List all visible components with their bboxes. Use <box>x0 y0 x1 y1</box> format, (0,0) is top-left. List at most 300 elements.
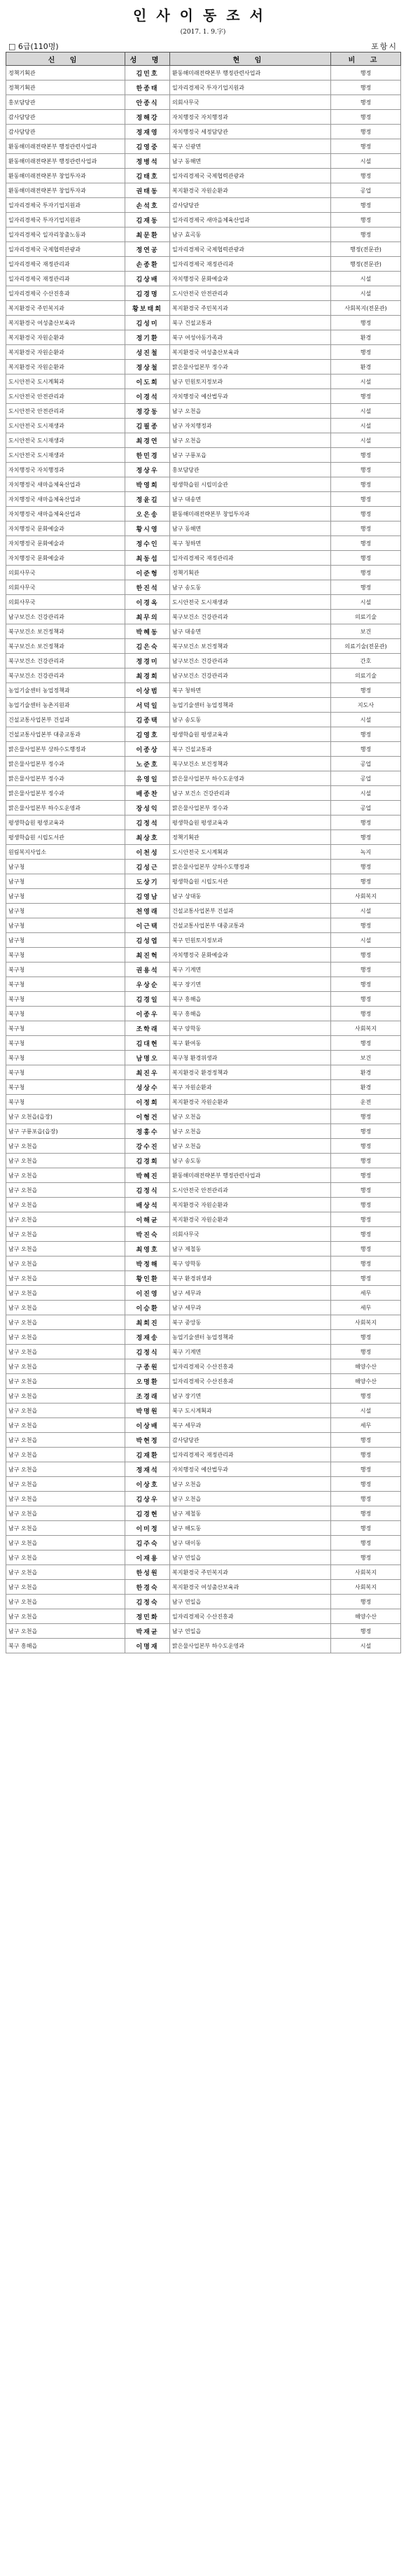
current-post-cell: 복지환경국 주민복지과 <box>170 301 331 316</box>
note-cell: 행정 <box>331 389 401 404</box>
name-cell: 박혜진 <box>125 1168 170 1183</box>
current-post-cell: 북구 청하면 <box>170 536 331 551</box>
current-post-cell: 남구 민원토지정보과 <box>170 374 331 389</box>
table-row <box>6 1374 401 1389</box>
note-cell: 행정 <box>331 551 401 566</box>
new-post-cell: 건설교통사업본부 건설과 <box>6 713 125 727</box>
name-cell: 정강동 <box>125 404 170 419</box>
new-post-cell: 복지환경국 여성출산보육과 <box>6 316 125 330</box>
table-row <box>6 801 401 816</box>
current-post-cell: 일자리경제국 투자기업지원과 <box>170 80 331 95</box>
name-cell: 남명오 <box>125 1051 170 1065</box>
name-cell: 이경석 <box>125 389 170 404</box>
current-post-cell: 자치행정국 예산법무과 <box>170 1462 331 1477</box>
table-row <box>6 1080 401 1095</box>
table-row <box>6 1624 401 1639</box>
table-row <box>6 448 401 463</box>
table-row <box>6 874 401 889</box>
new-post-cell: 복지환경국 자원순환과 <box>6 345 125 360</box>
name-cell: 도상기 <box>125 874 170 889</box>
name-cell: 박정해 <box>125 1256 170 1271</box>
name-cell: 최동섭 <box>125 551 170 566</box>
name-cell: 성진철 <box>125 345 170 360</box>
new-post-cell: 정책기획관 <box>6 80 125 95</box>
table-row <box>6 257 401 272</box>
current-post-cell: 북구 여성아동가족과 <box>170 330 331 345</box>
note-cell: 행정 <box>331 1536 401 1550</box>
new-post-cell: 도시안전국 도시계획과 <box>6 374 125 389</box>
current-post-cell: 남구 오천읍 <box>170 1124 331 1139</box>
name-cell: 김정식 <box>125 1183 170 1198</box>
new-post-cell: 자치행정국 새마을체육산업과 <box>6 507 125 522</box>
note-cell: 행정 <box>331 522 401 536</box>
current-post-cell: 건설교통사업본부 대중교통과 <box>170 918 331 933</box>
table-row <box>6 1330 401 1345</box>
name-cell: 정해강 <box>125 110 170 125</box>
name-cell: 최희진 <box>125 1315 170 1330</box>
note-cell: 해양수산 <box>331 1359 401 1374</box>
note-cell: 시설 <box>331 404 401 419</box>
new-post-cell: 남구 오천읍 <box>6 1345 125 1359</box>
name-cell: 박영희 <box>125 477 170 492</box>
note-cell: 보건 <box>331 1051 401 1065</box>
name-cell: 서덕일 <box>125 698 170 713</box>
note-cell: 공업 <box>331 771 401 786</box>
name-cell: 황인환 <box>125 1271 170 1286</box>
document-title: 인사이동조서 <box>133 7 273 24</box>
current-post-cell: 환동해미래전략본부 행정관련사업과 <box>170 1168 331 1183</box>
current-post-cell: 일자리경제국 재정관리과 <box>170 551 331 566</box>
name-cell: 이경옥 <box>125 595 170 610</box>
new-post-cell: 남구 오천읍 <box>6 1477 125 1492</box>
name-cell: 오은송 <box>125 507 170 522</box>
current-post-cell: 북구 세무과 <box>170 1418 331 1433</box>
current-post-cell: 북구 청하면 <box>170 683 331 698</box>
current-post-cell: 맑은물사업본부 상하수도행정과 <box>170 860 331 874</box>
table-row <box>6 433 401 448</box>
note-cell: 행정 <box>331 139 401 154</box>
name-cell: 장성익 <box>125 801 170 816</box>
note-cell: 행정 <box>331 962 401 977</box>
new-post-cell: 의회사무국 <box>6 580 125 595</box>
column-header-name: 성 명 <box>125 52 170 66</box>
note-cell: 행정 <box>331 1242 401 1256</box>
name-cell: 김영남 <box>125 889 170 904</box>
note-cell: 행정 <box>331 1550 401 1565</box>
table-row <box>6 595 401 610</box>
new-post-cell: 남구 오천읍 <box>6 1256 125 1271</box>
new-post-cell: 도시안전국 도시재생과 <box>6 448 125 463</box>
current-post-cell: 북구 기계면 <box>170 962 331 977</box>
note-cell: 사회복지 <box>331 1580 401 1595</box>
current-post-cell: 북구보건소 보건정책과 <box>170 757 331 771</box>
current-post-cell: 남구보건소 건강관리과 <box>170 668 331 683</box>
note-cell: 환경 <box>331 1080 401 1095</box>
note-cell: 사회복지 <box>331 1021 401 1036</box>
note-cell: 사회복지 <box>331 889 401 904</box>
name-cell: 손종환 <box>125 257 170 272</box>
current-post-cell: 남구 대송면 <box>170 624 331 639</box>
name-cell: 정병석 <box>125 154 170 169</box>
name-cell: 손석호 <box>125 198 170 213</box>
name-cell: 이재용 <box>125 1550 170 1565</box>
note-cell: 행정 <box>331 860 401 874</box>
table-row <box>6 286 401 301</box>
table-row <box>6 742 401 757</box>
name-cell: 한종태 <box>125 80 170 95</box>
table-row <box>6 1183 401 1198</box>
name-cell: 이명재 <box>125 1639 170 1653</box>
table-row <box>6 580 401 595</box>
table-row <box>6 654 401 668</box>
new-post-cell: 정책기획관 <box>6 66 125 80</box>
name-cell: 이해균 <box>125 1212 170 1227</box>
table-row <box>6 977 401 992</box>
current-post-cell: 북구 자원순환과 <box>170 1080 331 1095</box>
current-post-cell: 맑은물사업본부 하수도운영과 <box>170 1639 331 1653</box>
current-post-cell: 복지환경국 자원순환과 <box>170 1212 331 1227</box>
note-cell: 행정 <box>331 213 401 227</box>
table-row <box>6 1448 401 1462</box>
table-row <box>6 860 401 874</box>
new-post-cell: 남구 오천읍 <box>6 1609 125 1624</box>
note-cell: 행정 <box>331 1139 401 1154</box>
name-cell: 정기환 <box>125 330 170 345</box>
note-cell: 시설 <box>331 272 401 286</box>
new-post-cell: 남구청 <box>6 904 125 918</box>
grade-label: □ 6급(110명) <box>8 42 59 51</box>
new-post-cell: 도시안전국 안전관리과 <box>6 404 125 419</box>
note-cell: 행정 <box>331 1198 401 1212</box>
new-post-cell: 환동해미래전략본부 행정관련사업과 <box>6 139 125 154</box>
new-post-cell: 농업기술센터 농촌지원과 <box>6 698 125 713</box>
current-post-cell: 남구 오천읍 <box>170 404 331 419</box>
table-row <box>6 477 401 492</box>
table-row <box>6 1124 401 1139</box>
current-post-cell: 도시안전국 도시재생과 <box>170 595 331 610</box>
name-cell: 김상우 <box>125 1492 170 1506</box>
current-post-cell: 북구 민원토지정보과 <box>170 933 331 948</box>
name-cell: 최영호 <box>125 1242 170 1256</box>
current-post-cell: 남구 동해면 <box>170 154 331 169</box>
name-cell: 이도희 <box>125 374 170 389</box>
new-post-cell: 남구 오천읍 <box>6 1433 125 1448</box>
note-cell: 보건 <box>331 624 401 639</box>
current-post-cell: 북구 장기면 <box>170 977 331 992</box>
table-row <box>6 1359 401 1374</box>
name-cell: 권태동 <box>125 183 170 198</box>
note-cell: 공업 <box>331 183 401 198</box>
note-cell: 시설 <box>331 713 401 727</box>
new-post-cell: 남구 오천읍 <box>6 1550 125 1565</box>
new-post-cell: 건설교통사업본부 대중교통과 <box>6 727 125 742</box>
new-post-cell: 남구청 <box>6 933 125 948</box>
name-cell: 이근택 <box>125 918 170 933</box>
new-post-cell: 자치행정국 새마을체육산업과 <box>6 492 125 507</box>
table-row <box>6 757 401 771</box>
new-post-cell: 홍보담당관 <box>6 95 125 110</box>
new-post-cell: 남구 오천읍 <box>6 1301 125 1315</box>
table-row <box>6 154 401 169</box>
current-post-cell: 일자리경제국 재정관리과 <box>170 257 331 272</box>
current-post-cell: 복지환경국 주민복지과 <box>170 1565 331 1580</box>
note-cell: 행정 <box>331 1168 401 1183</box>
name-cell: 박명원 <box>125 1404 170 1418</box>
name-cell: 강수진 <box>125 1139 170 1154</box>
note-cell: 사회복지 <box>331 1565 401 1580</box>
new-post-cell: 남구 오천읍 <box>6 1565 125 1580</box>
new-post-cell: 남구 오천읍 <box>6 1168 125 1183</box>
transfer-table <box>6 52 401 1653</box>
current-post-cell: 남구 동해면 <box>170 522 331 536</box>
note-cell: 행정 <box>331 1183 401 1198</box>
table-row <box>6 1007 401 1021</box>
table-row <box>6 139 401 154</box>
name-cell: 김성근 <box>125 860 170 874</box>
new-post-cell: 북구청 <box>6 1021 125 1036</box>
table-row <box>6 198 401 213</box>
current-post-cell: 환동해미래전략본부 창업투자과 <box>170 507 331 522</box>
current-post-cell: 복지환경국 환경정책과 <box>170 1065 331 1080</box>
current-post-cell: 남구 오천읍 <box>170 1139 331 1154</box>
table-row <box>6 1095 401 1110</box>
note-cell: 행정 <box>331 198 401 213</box>
table-row <box>6 624 401 639</box>
new-post-cell: 일자리경제국 투자기업지원과 <box>6 213 125 227</box>
current-post-cell: 북구 건설교통과 <box>170 742 331 757</box>
new-post-cell: 남구 오천읍 <box>6 1521 125 1536</box>
new-post-cell: 북구보건소 건강관리과 <box>6 654 125 668</box>
note-cell: 행정 <box>331 948 401 962</box>
new-post-cell: 감사담당관 <box>6 110 125 125</box>
column-header-note: 비 고 <box>331 52 401 66</box>
table-row <box>6 389 401 404</box>
current-post-cell: 북구 흥해읍 <box>170 1007 331 1021</box>
table-row <box>6 1609 401 1624</box>
new-post-cell: 복지환경국 자원순환과 <box>6 330 125 345</box>
current-post-cell: 평생학습원 시립도서관 <box>170 874 331 889</box>
current-post-cell: 평생학습원 평생교육과 <box>170 727 331 742</box>
table-row <box>6 1242 401 1256</box>
table-row <box>6 242 401 257</box>
new-post-cell: 맑은물사업본부 정수과 <box>6 786 125 801</box>
table-row <box>6 1550 401 1565</box>
new-post-cell: 도시안전국 도시재생과 <box>6 433 125 448</box>
current-post-cell: 일자리경제국 수산진흥과 <box>170 1359 331 1374</box>
new-post-cell: 일자리경제국 일자리창출노동과 <box>6 227 125 242</box>
table-row <box>6 1433 401 1448</box>
note-cell: 세무 <box>331 1286 401 1301</box>
new-post-cell: 북구보건소 보건정책과 <box>6 624 125 639</box>
name-cell: 김성엽 <box>125 933 170 948</box>
current-post-cell: 의회사무국 <box>170 1227 331 1242</box>
name-cell: 우상순 <box>125 977 170 992</box>
table-row <box>6 933 401 948</box>
table-row <box>6 125 401 139</box>
name-cell: 유영일 <box>125 771 170 786</box>
note-cell: 행정 <box>331 1433 401 1448</box>
new-post-cell: 남구 오천읍 <box>6 1624 125 1639</box>
name-cell: 이천성 <box>125 845 170 860</box>
note-cell: 공업 <box>331 801 401 816</box>
name-cell: 정재송 <box>125 1330 170 1345</box>
table-row <box>6 1110 401 1124</box>
note-cell: 지도사 <box>331 698 401 713</box>
new-post-cell: 맑은물사업본부 정수과 <box>6 771 125 786</box>
name-cell: 이종상 <box>125 742 170 757</box>
current-post-cell: 맑은물사업본부 정수과 <box>170 360 331 374</box>
new-post-cell: 북구청 <box>6 948 125 962</box>
name-cell: 권용석 <box>125 962 170 977</box>
new-post-cell: 평생학습원 평생교육과 <box>6 816 125 830</box>
note-cell: 행정 <box>331 1506 401 1521</box>
note-cell: 행정 <box>331 316 401 330</box>
note-cell: 행정 <box>331 1492 401 1506</box>
name-cell: 정재석 <box>125 1462 170 1477</box>
current-post-cell: 일자리경제국 국제협력관광과 <box>170 169 331 183</box>
document-date: (2017. 1. 9.字) <box>180 29 226 36</box>
note-cell: 행정 <box>331 1256 401 1271</box>
new-post-cell: 남구청 <box>6 918 125 933</box>
note-cell: 행정 <box>331 977 401 992</box>
note-cell: 행정 <box>331 992 401 1007</box>
note-cell: 행정 <box>331 66 401 80</box>
current-post-cell: 남구 제철동 <box>170 1506 331 1521</box>
new-post-cell: 일자리경제국 재정관리과 <box>6 257 125 272</box>
column-header-current-post: 현 임 <box>170 52 331 66</box>
note-cell: 행정 <box>331 1389 401 1404</box>
note-cell: 공업 <box>331 757 401 771</box>
name-cell: 배상석 <box>125 1198 170 1212</box>
note-cell: 시설 <box>331 933 401 948</box>
table-row <box>6 1639 401 1653</box>
note-cell: 행정 <box>331 95 401 110</box>
new-post-cell: 남구 오천읍 <box>6 1448 125 1462</box>
name-cell: 정경미 <box>125 654 170 668</box>
table-row <box>6 948 401 962</box>
current-post-cell: 북구 흥해읍 <box>170 992 331 1007</box>
name-cell: 김종택 <box>125 713 170 727</box>
table-row <box>6 668 401 683</box>
table-row <box>6 1536 401 1550</box>
note-cell: 행정 <box>331 448 401 463</box>
current-post-cell: 맑은물사업본부 하수도운영과 <box>170 771 331 786</box>
name-cell: 김정식 <box>125 1345 170 1359</box>
name-cell: 정상철 <box>125 360 170 374</box>
table-row <box>6 786 401 801</box>
current-post-cell: 평생학습원 시립미술관 <box>170 477 331 492</box>
table-row <box>6 1462 401 1477</box>
current-post-cell: 남구 세무과 <box>170 1301 331 1315</box>
table-row <box>6 1404 401 1418</box>
new-post-cell: 일자리경제국 투자기업지원과 <box>6 198 125 213</box>
current-post-cell: 복지환경국 여성출산보육과 <box>170 1580 331 1595</box>
new-post-cell: 맑은물사업본부 상하수도행정과 <box>6 742 125 757</box>
note-cell: 세무 <box>331 1418 401 1433</box>
name-cell: 황시영 <box>125 522 170 536</box>
current-post-cell: 일자리경제국 재정관리과 <box>170 1448 331 1462</box>
table-row <box>6 1492 401 1506</box>
name-cell: 최경희 <box>125 668 170 683</box>
current-post-cell: 남구 해도동 <box>170 1521 331 1536</box>
name-cell: 김경명 <box>125 286 170 301</box>
name-cell: 이상범 <box>125 683 170 698</box>
table-row <box>6 1051 401 1065</box>
name-cell: 김경일 <box>125 992 170 1007</box>
new-post-cell: 북구청 <box>6 1051 125 1065</box>
new-post-cell: 북구 흥해읍 <box>6 1639 125 1653</box>
note-cell: 시설 <box>331 419 401 433</box>
current-post-cell: 남구 세무과 <box>170 1286 331 1301</box>
note-cell: 의료기술 <box>331 668 401 683</box>
name-cell: 황보태희 <box>125 301 170 316</box>
name-cell: 이승환 <box>125 1301 170 1315</box>
table-row <box>6 1139 401 1154</box>
name-cell: 이미정 <box>125 1521 170 1536</box>
new-post-cell: 환동해미래전략본부 창업투자과 <box>6 183 125 198</box>
current-post-cell: 북구보건소 보건정책과 <box>170 639 331 654</box>
new-post-cell: 남구 오천읍 <box>6 1404 125 1418</box>
name-cell: 김재환 <box>125 1448 170 1462</box>
new-post-cell: 맑은물사업본부 정수과 <box>6 757 125 771</box>
name-cell: 이진영 <box>125 1286 170 1301</box>
new-post-cell: 남구청 <box>6 860 125 874</box>
note-cell: 행정 <box>331 1212 401 1227</box>
table-row <box>6 183 401 198</box>
table-row <box>6 904 401 918</box>
table-row <box>6 1198 401 1212</box>
current-post-cell: 자치행정국 세정담당관 <box>170 125 331 139</box>
table-row <box>6 213 401 227</box>
note-cell: 의료기술 <box>331 610 401 624</box>
table-header-row <box>6 52 401 66</box>
note-cell: 시설 <box>331 433 401 448</box>
table-row <box>6 610 401 624</box>
new-post-cell: 자치행정국 문화예술과 <box>6 522 125 536</box>
current-post-cell: 복지환경국 자원순환과 <box>170 1095 331 1110</box>
table-row <box>6 1389 401 1404</box>
note-cell: 행정 <box>331 80 401 95</box>
note-cell: 행정 <box>331 1124 401 1139</box>
name-cell: 김재동 <box>125 213 170 227</box>
name-cell: 천영래 <box>125 904 170 918</box>
current-post-cell: 도시안전국 안전관리과 <box>170 1183 331 1198</box>
current-post-cell: 남구 대이동 <box>170 1536 331 1550</box>
new-post-cell: 북구청 <box>6 1065 125 1080</box>
note-cell: 행정 <box>331 1462 401 1477</box>
name-cell: 박재균 <box>125 1624 170 1639</box>
table-row <box>6 492 401 507</box>
note-cell: 행정 <box>331 816 401 830</box>
name-cell: 김주숙 <box>125 1536 170 1550</box>
current-post-cell: 환동해미래전략본부 행정관련사업과 <box>170 66 331 80</box>
name-cell: 최진우 <box>125 1065 170 1080</box>
new-post-cell: 남구보건소 건강관리과 <box>6 610 125 624</box>
new-post-cell: 평생학습원 시립도서관 <box>6 830 125 845</box>
new-post-cell: 남구 오천읍 <box>6 1462 125 1477</box>
note-cell: 세무 <box>331 1301 401 1315</box>
note-cell: 행정(전문관) <box>331 242 401 257</box>
new-post-cell: 일자리경제국 재정관리과 <box>6 272 125 286</box>
new-post-cell: 북구보건소 건강관리과 <box>6 668 125 683</box>
name-cell: 박진숙 <box>125 1227 170 1242</box>
table-row <box>6 727 401 742</box>
new-post-cell: 남구 오천읍 <box>6 1359 125 1374</box>
new-post-cell: 도시안전국 안전관리과 <box>6 389 125 404</box>
name-cell: 한진석 <box>125 580 170 595</box>
current-post-cell: 복지환경국 여성출산보육과 <box>170 345 331 360</box>
current-post-cell: 남구 자치행정과 <box>170 419 331 433</box>
